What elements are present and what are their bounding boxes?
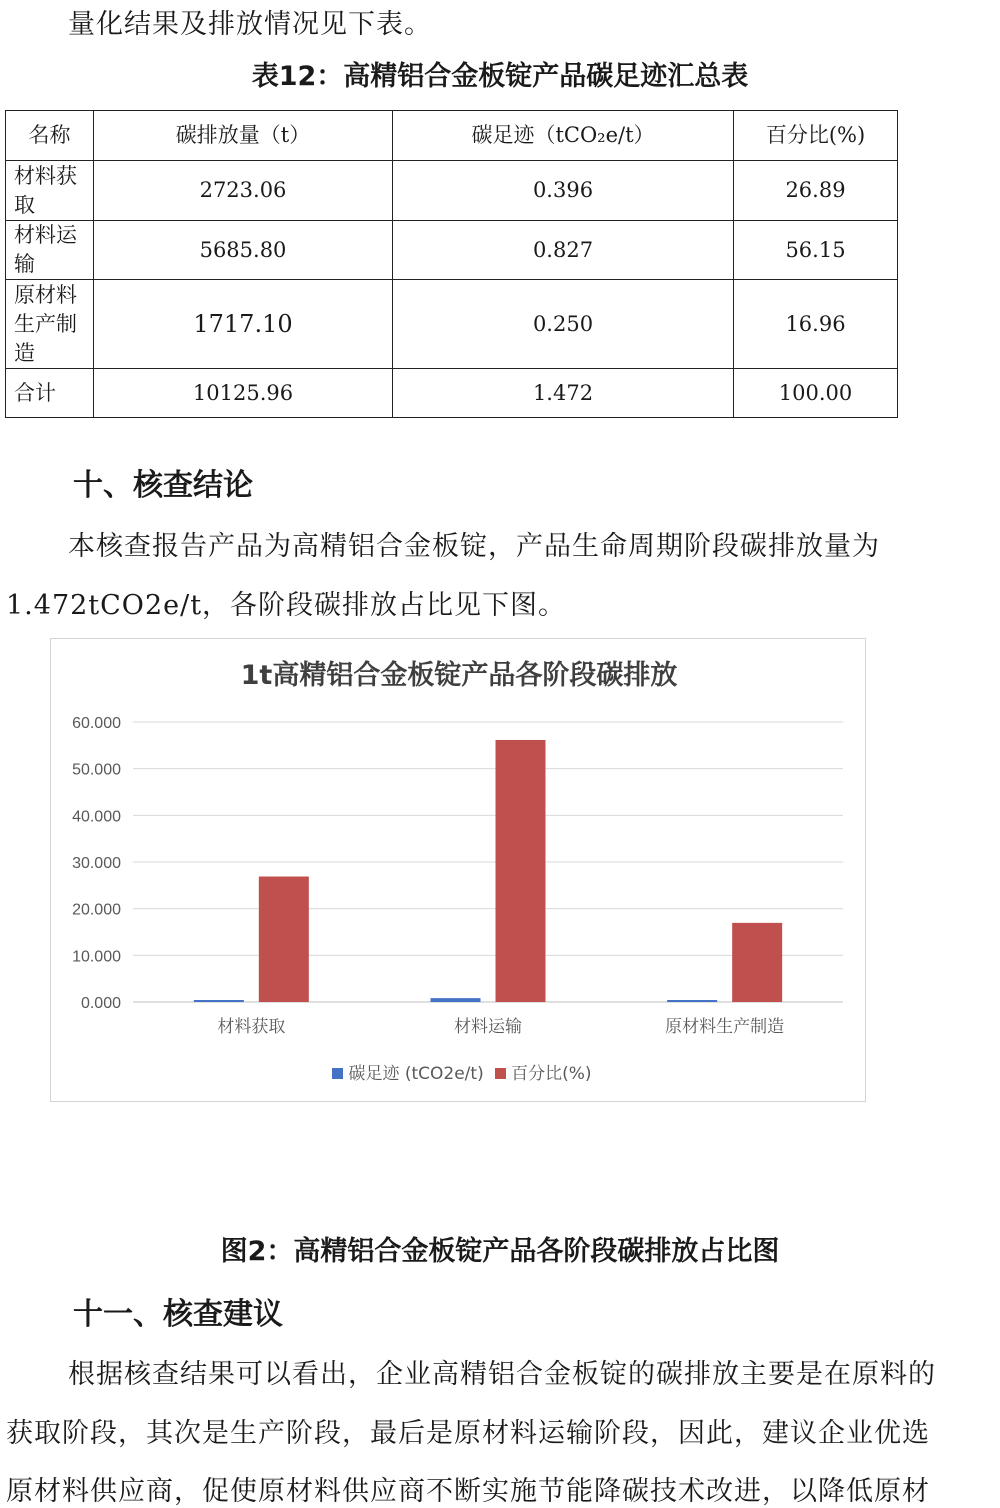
y-tick-label: 50.000 [72, 761, 121, 779]
intro-line: 量化结果及排放情况见下表。 [68, 9, 432, 40]
row-footprint: 0.396 [393, 161, 734, 221]
table-row [6, 221, 898, 280]
table-row [6, 161, 898, 221]
bar-footprint [667, 1000, 717, 1002]
x-category-label: 材料获取 [217, 1017, 286, 1037]
row-name: 材料运输 [6, 221, 94, 280]
legend-label-footprint: 碳足迹 (tCO2e/t) [348, 1064, 484, 1084]
row-footprint: 0.250 [393, 280, 734, 369]
bar-percent [259, 877, 309, 1002]
row-emission: 5685.80 [94, 221, 393, 280]
table-row [6, 280, 898, 369]
row-percent: 56.15 [734, 221, 898, 280]
figure-caption: 图2：高精铝合金板锭产品各阶段碳排放占比图 [220, 1236, 780, 1267]
legend-swatch-percent [495, 1068, 506, 1079]
table-header-row [6, 111, 898, 161]
bar-percent [732, 923, 782, 1002]
header-emission: 碳排放量（t） [94, 111, 393, 161]
section-11-line-2: 获取阶段，其次是生产阶段，最后是原材料运输阶段，因此，建议企业优选 [6, 1418, 930, 1449]
chart-legend [51, 1059, 867, 1084]
row-name: 材料获取 [6, 161, 94, 221]
row-name: 原材料生产制造 [6, 280, 94, 369]
row-percent: 100.00 [734, 369, 898, 418]
section-11-heading: 十一、核查建议 [73, 1297, 283, 1332]
header-percent: 百分比(%) [734, 111, 898, 161]
table-total-row [6, 369, 898, 418]
section-10-heading: 十、核查结论 [73, 468, 253, 503]
bar-percent [496, 740, 546, 1002]
row-percent: 26.89 [734, 161, 898, 221]
chart-title: 1t高精铝合金板锭产品各阶段碳排放 [240, 660, 678, 691]
section-11-line-3: 原材料供应商，促使原材料供应商不断实施节能降碳技术改进，以降低原材 [6, 1476, 930, 1507]
row-percent: 16.96 [734, 280, 898, 369]
row-emission: 2723.06 [94, 161, 393, 221]
legend-label-percent: 百分比(%) [511, 1064, 592, 1084]
emission-bar-chart [50, 638, 866, 1102]
x-category-label: 原材料生产制造 [665, 1017, 785, 1037]
y-tick-label: 0.000 [80, 995, 121, 1012]
y-tick-label: 40.000 [72, 808, 121, 826]
bar-footprint [194, 1000, 244, 1002]
section-11-line-1: 根据核查结果可以看出，企业高精铝合金板锭的碳排放主要是在原料的 [68, 1359, 936, 1390]
y-tick-label: 30.000 [72, 855, 121, 872]
header-footprint: 碳足迹（tCO₂e/t） [393, 111, 734, 161]
table-caption: 表12：高精铝合金板锭产品碳足迹汇总表 [251, 61, 749, 92]
bar-footprint [431, 998, 481, 1002]
chart-plot [51, 639, 867, 1103]
row-emission: 10125.96 [94, 369, 393, 418]
x-category-label: 材料运输 [454, 1017, 522, 1037]
legend-swatch-footprint [332, 1068, 343, 1079]
y-tick-label: 20.000 [72, 901, 121, 919]
row-footprint: 1.472 [393, 369, 734, 418]
row-name: 合计 [6, 369, 94, 418]
y-tick-label: 10.000 [72, 948, 121, 966]
header-name: 名称 [6, 111, 94, 161]
row-footprint: 0.827 [393, 221, 734, 280]
row-emission: 1717.10 [94, 280, 393, 369]
section-10-line-2: 1.472tCO2e/t，各阶段碳排放占比见下图。 [6, 590, 567, 621]
carbon-footprint-table [5, 110, 898, 418]
section-10-line-1: 本核查报告产品为高精铝合金板锭，产品生命周期阶段碳排放量为 [68, 531, 880, 562]
y-tick-label: 60.000 [72, 715, 121, 732]
